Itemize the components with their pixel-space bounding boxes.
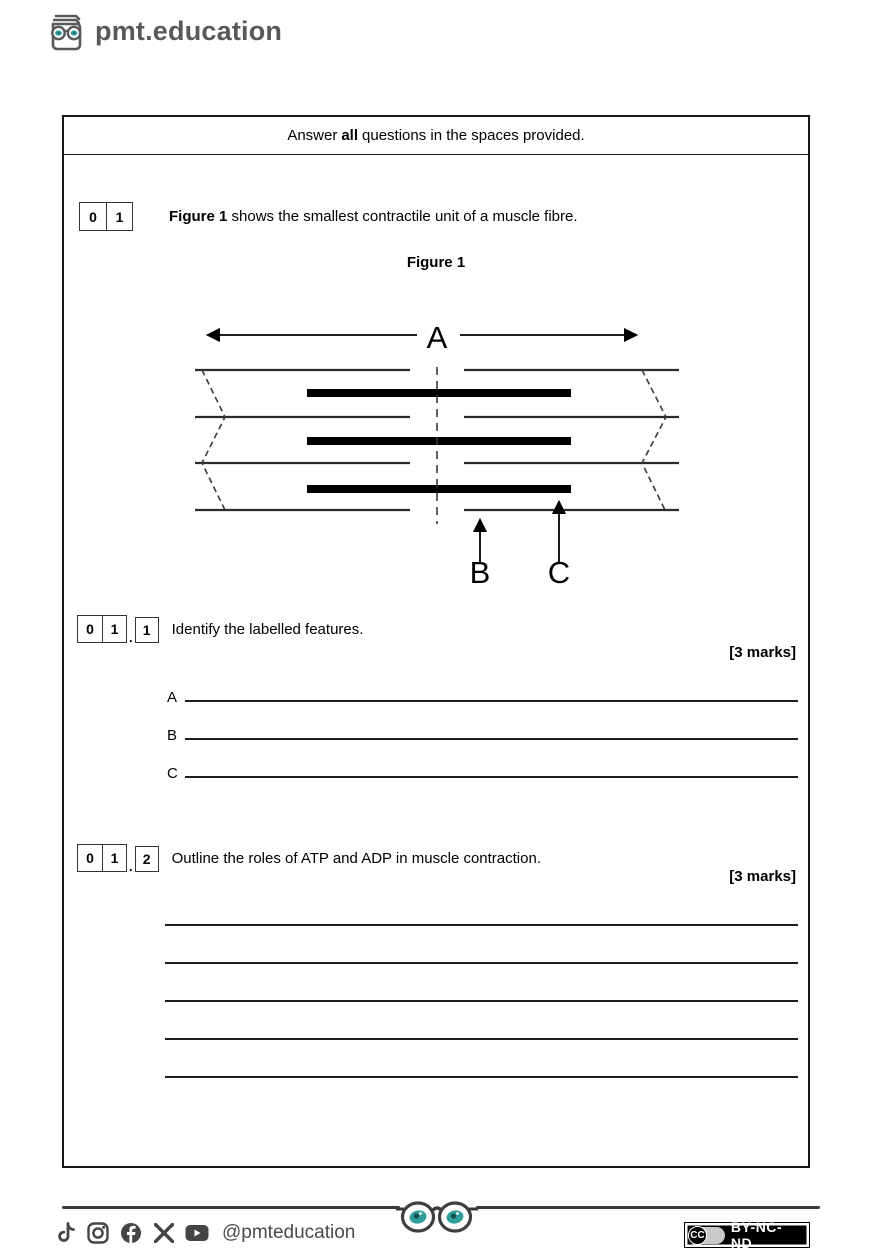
question-1-header (79, 202, 578, 231)
question-number-cell: 0 (86, 850, 94, 866)
youtube-icon[interactable] (185, 1221, 209, 1245)
glasses-icon (392, 1196, 482, 1240)
figure-title: Figure 1 (406, 254, 466, 271)
question-1-1-header (77, 615, 363, 643)
question-number-separator: . (129, 630, 133, 645)
question-number-box-01 (79, 202, 133, 231)
instruction-bar (64, 117, 808, 155)
answer-label: C (167, 765, 178, 782)
answer-row-b (167, 711, 798, 744)
x-icon[interactable] (152, 1221, 176, 1245)
z-line-right (642, 370, 666, 510)
cc-pill (690, 1227, 725, 1244)
pmt-book-glasses-icon (45, 8, 87, 54)
cc-logo-icon: CC (688, 1226, 707, 1245)
answer-line[interactable] (185, 711, 798, 740)
social-links (53, 1221, 355, 1245)
instagram-icon[interactable] (86, 1221, 110, 1245)
answer-line[interactable] (185, 749, 798, 778)
cc-license-badge[interactable] (684, 1219, 810, 1251)
instruction-bold: all (341, 127, 359, 144)
marks-1-2: [3 marks] (729, 868, 796, 885)
question-paper-box (62, 115, 810, 1168)
question-number-box-01-2 (77, 844, 159, 872)
question-1-2-prompt: Outline the roles of ATP and ADP in muscle contraction. (171, 849, 541, 867)
question-number-cell: 0 (86, 621, 94, 637)
tiktok-icon[interactable] (53, 1221, 77, 1245)
instruction-post: questions in the spaces provided. (362, 127, 585, 144)
answer-line[interactable] (185, 673, 798, 702)
labelled-answer-lines (167, 673, 798, 782)
question-number-box-01-1 (77, 615, 159, 643)
answer-line[interactable] (165, 896, 798, 926)
question-number-cell: 1 (102, 845, 126, 871)
z-line-left (202, 370, 225, 510)
question-1-1-prompt: Identify the labelled features. (171, 620, 364, 638)
myosin-filaments (307, 389, 571, 493)
facebook-icon[interactable] (119, 1221, 143, 1245)
question-subnumber-cell: 2 (135, 846, 159, 872)
sarcomere-diagram (172, 317, 712, 589)
label-C: C (547, 555, 571, 589)
instruction-pre: Answer (287, 127, 338, 144)
brand-logo[interactable] (45, 8, 282, 54)
label-A: A (426, 320, 448, 355)
answer-line[interactable] (165, 1010, 798, 1040)
question-number-separator: . (129, 859, 133, 874)
answer-line[interactable] (165, 1048, 798, 1078)
answer-row-a (167, 673, 798, 706)
brand-name: pmt.education (95, 15, 283, 46)
free-answer-lines (165, 896, 798, 1086)
question-number-cell: 1 (106, 203, 132, 230)
social-handle[interactable]: @pmteducation (222, 1222, 356, 1243)
answer-label: A (167, 689, 178, 706)
question-1-2-header (77, 844, 541, 872)
answer-line[interactable] (165, 972, 798, 1002)
question-subnumber-cell: 1 (135, 617, 159, 643)
label-B: B (469, 555, 491, 589)
answer-line[interactable] (165, 934, 798, 964)
answer-row-c (167, 749, 798, 782)
license-label: BY-NC-ND (730, 1219, 783, 1251)
question-number-cell: 0 (89, 208, 97, 225)
marks-1-1: [3 marks] (729, 644, 796, 661)
answer-label: B (167, 727, 178, 744)
question-number-cell: 1 (102, 616, 126, 642)
question-1-stem: Figure 1 shows the smallest contractile unit of a muscle fibre. (169, 208, 578, 225)
